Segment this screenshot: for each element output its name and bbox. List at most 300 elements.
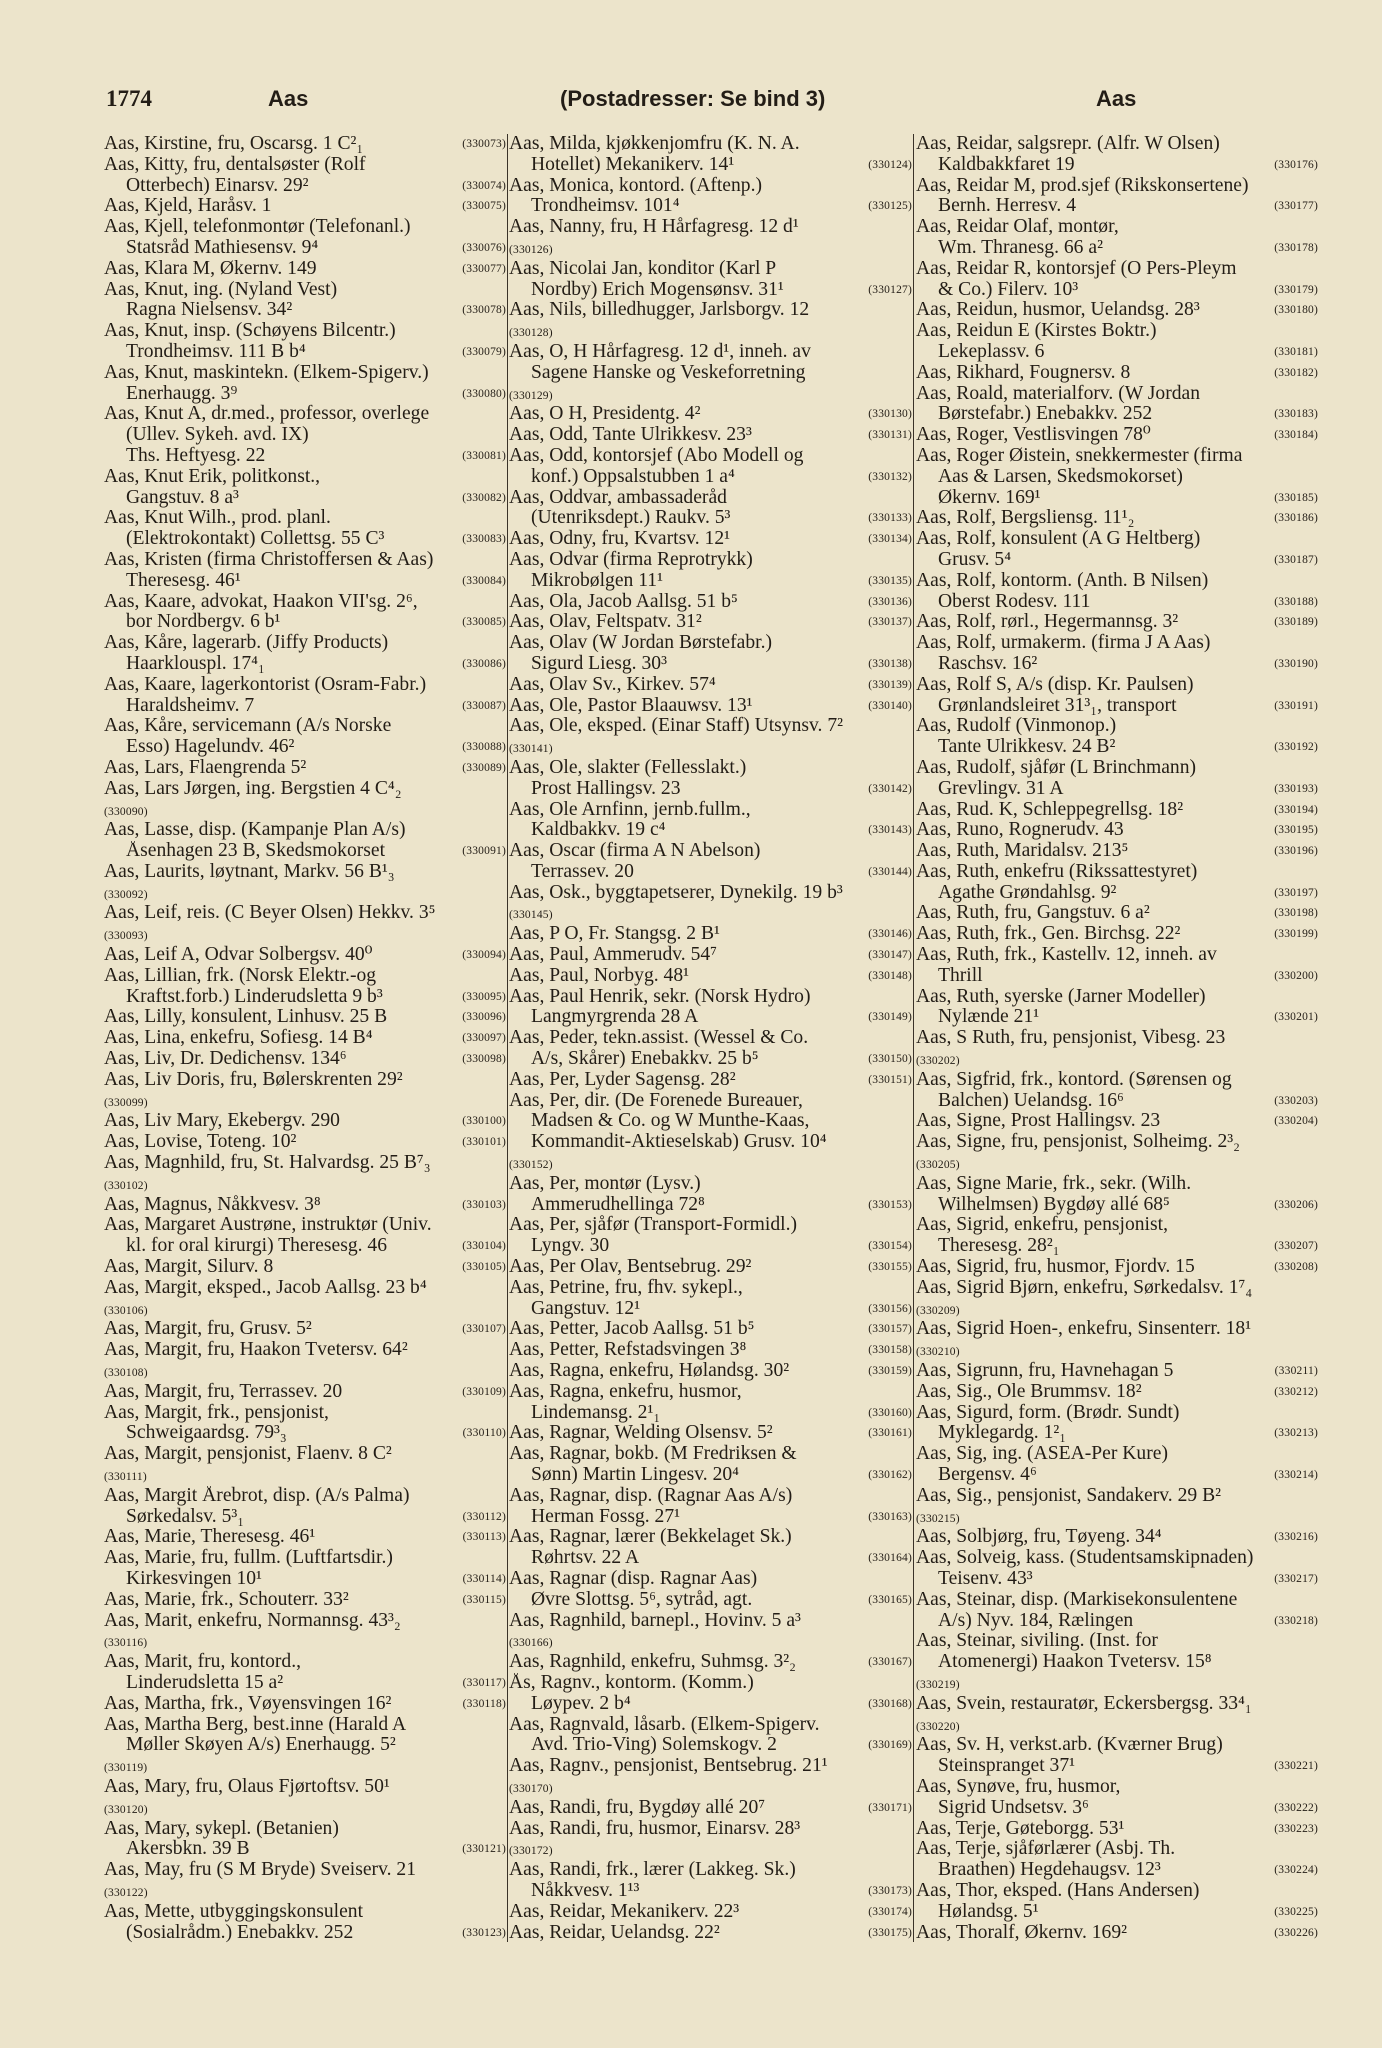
- entry-text: Aas, Ola, Jacob Aallsg. 51 b⁵: [509, 591, 738, 612]
- entry-line: [916, 1423, 1318, 1444]
- phone-number: (330108): [104, 1367, 148, 1380]
- entry-line: Aas, Sig., pensjonist, Sandakerv. 29 B²: [916, 1485, 1222, 1506]
- entry-line: Aas, Rolf, konsulent (A G Heltberg): [916, 529, 1201, 550]
- entry-line: Aas, Ruth, syerske (Jarner Modeller): [916, 986, 1206, 1007]
- entry-line: Aas, Petrine, fru, fhv. sykepl.,: [509, 1277, 743, 1298]
- entry-text: Aas, Marie, Theresesg. 46¹: [104, 1527, 316, 1548]
- phone-number: (330090): [104, 805, 148, 818]
- entry-line: [104, 924, 506, 945]
- directory-entry: [509, 446, 912, 488]
- phone-number: (330184): [1274, 429, 1318, 442]
- phone-number: (330086): [462, 657, 506, 670]
- entry-text: Avd. Trio-Ving) Solemskogv. 2: [531, 1735, 777, 1756]
- entry-line: Kommandit-Aktieselskab) Grusv. 10⁴: [531, 1132, 827, 1153]
- phone-number: (330192): [1274, 741, 1318, 754]
- entry-line: [509, 675, 912, 696]
- directory-entry: [916, 1361, 1318, 1382]
- entry-line: [509, 1423, 912, 1444]
- entry-text: Aas, Roger, Vestlisvingen 78⁰: [916, 425, 1151, 446]
- entry-line: Aas, S Ruth, fru, pensjonist, Vibesg. 23: [916, 1028, 1226, 1049]
- entry-line: [509, 196, 912, 217]
- entry-line: Aas, Per, dir. (De Forenede Bureauer,: [509, 1090, 803, 1111]
- directory-entry: [104, 592, 506, 634]
- phone-number: (330186): [1274, 512, 1318, 525]
- column-3: [916, 134, 1318, 1943]
- directory-entry: [104, 966, 506, 1008]
- entry-line: Aas, Martha Berg, best.inne (Harald A: [104, 1714, 407, 1735]
- entry-line: Aas, Mary, fru, Olaus Fjørtoftsv. 50¹: [104, 1776, 390, 1797]
- phone-number: (330109): [462, 1385, 506, 1398]
- phone-number: (330145): [509, 909, 553, 922]
- phone-number: (330139): [868, 678, 912, 691]
- entry-line: Aas, Lillian, frk. (Norsk Elektr.-og: [104, 965, 377, 986]
- entry-line: Aas, Milda, kjøkkenjomfru (K. N. A.: [509, 134, 800, 154]
- entry-line: [104, 1631, 506, 1652]
- directory-entry: [104, 1590, 506, 1611]
- entry-text: A/s) Nyv. 184, Rælingen: [938, 1610, 1134, 1631]
- entry-text: Åsenhagen 23 B, Skedsmokorset: [126, 841, 386, 862]
- directory-entry: [104, 779, 506, 821]
- phone-number: (330171): [868, 1801, 912, 1814]
- entry-line: [509, 1735, 912, 1756]
- phone-number: (330166): [509, 1637, 553, 1650]
- directory-entry: [104, 903, 506, 945]
- phone-number: (330118): [462, 1697, 506, 1710]
- phone-number: (330137): [868, 616, 912, 629]
- entry-line: Aas, Steinar, siviling. (Inst. for: [916, 1631, 1158, 1652]
- phone-number: (330208): [1274, 1261, 1318, 1274]
- directory-entry: [509, 1361, 912, 1382]
- directory-entry: [916, 758, 1318, 800]
- entry-text: Raschsv. 16²: [938, 653, 1038, 674]
- entry-text: Aas, Rikhard, Fougnersv. 8: [916, 362, 1131, 383]
- entry-line: Aas, Margit, pensjonist, Flaenv. 8 C²: [104, 1444, 392, 1465]
- entry-text: Aas, Randi, fru, Bygdøy allé 20⁷: [509, 1797, 766, 1818]
- directory-entry: [104, 363, 506, 405]
- entry-line: [509, 467, 912, 488]
- phone-number: (330187): [1274, 553, 1318, 566]
- directory-entry: [916, 1278, 1318, 1320]
- directory-entry: [509, 924, 912, 945]
- entry-text: Aas, Sig., Ole Brummsv. 18²: [916, 1381, 1142, 1402]
- entry-line: [916, 737, 1318, 758]
- entry-text: Aas, Magnus, Nåkkvesv. 3⁸: [104, 1194, 321, 1215]
- entry-line: [104, 342, 506, 363]
- entry-text: Schweigaardsg. 79³₃: [126, 1423, 287, 1444]
- entry-line: Aas, Knut A, dr.med., professor, overlege: [104, 404, 430, 425]
- directory-entry: [104, 1028, 506, 1049]
- phone-number: (330177): [1274, 200, 1318, 213]
- entry-line: [509, 1070, 912, 1091]
- entry-line: Aas, Reidun E (Kirstes Boktr.): [916, 321, 1157, 342]
- directory-entry: [104, 1278, 506, 1320]
- directory-entry: [509, 259, 912, 301]
- phone-number: (330088): [462, 741, 506, 754]
- entry-line: [916, 425, 1318, 446]
- entry-line: [916, 903, 1318, 924]
- directory-entry: [509, 488, 912, 530]
- entry-line: [104, 1527, 506, 1548]
- entry-line: [104, 800, 506, 821]
- directory-entry: [104, 280, 506, 322]
- directory-entry: [916, 633, 1318, 675]
- directory-entry: [916, 1881, 1318, 1923]
- directory-entry: [104, 1111, 506, 1132]
- entry-line: [509, 1195, 912, 1216]
- entry-line: Sagene Hanske og Veskeforretning: [531, 362, 806, 383]
- entry-line: [916, 1465, 1318, 1486]
- phone-number: (330100): [462, 1115, 506, 1128]
- entry-text: Grusv. 5⁴: [938, 549, 1012, 570]
- entry-line: Aas, Steinar, disp. (Markisekonsulentene: [916, 1589, 1238, 1610]
- entry-line: [509, 696, 912, 717]
- entry-line: [916, 1153, 1318, 1174]
- phone-number: (330082): [462, 491, 506, 504]
- phone-number: (330156): [868, 1302, 912, 1315]
- phone-number: (330124): [868, 158, 912, 171]
- phone-number: (330113): [462, 1531, 506, 1544]
- directory-entry: [104, 1070, 506, 1112]
- entry-line: [104, 1465, 506, 1486]
- entry-line: [916, 779, 1318, 800]
- entry-line: [916, 1798, 1318, 1819]
- entry-line: Aas, Synøve, fru, husmor,: [916, 1776, 1121, 1797]
- entry-line: Aas, May, fru (S M Bryde) Sveiserv. 21: [104, 1860, 416, 1881]
- phone-number: (330217): [1274, 1572, 1318, 1585]
- entry-line: Aas, Thor, eksped. (Hans Andersen): [916, 1880, 1200, 1901]
- directory-entry: [916, 862, 1318, 904]
- entry-line: Aas, Rolf, urmakerm. (firma J A Aas): [916, 633, 1211, 654]
- entry-text: Theresesg. 28²₁: [938, 1236, 1060, 1257]
- entry-line: Aas, Signe, fru, pensjonist, Solheimg. 2³₂: [916, 1132, 1241, 1153]
- directory-entry: [509, 1860, 912, 1902]
- directory-entry: [104, 1403, 506, 1445]
- directory-entry: [916, 1694, 1318, 1736]
- directory-entry: [916, 363, 1318, 384]
- entry-line: [916, 1715, 1318, 1736]
- phone-number: (330147): [868, 949, 912, 962]
- entry-line: Aas, Marie, fru, fullm. (Luftfartsdir.): [104, 1548, 393, 1569]
- entry-text: Løypev. 2 b⁴: [531, 1693, 631, 1714]
- phone-number: (330081): [462, 449, 506, 462]
- phone-number: (330225): [1274, 1905, 1318, 1918]
- phone-number: (330104): [462, 1240, 506, 1253]
- entry-line: Aas, Ragnv., pensjonist, Bentsebrug. 21¹: [509, 1756, 828, 1777]
- directory-entry: [104, 155, 506, 197]
- entry-text: Aas, Petter, Refstadsvingen 3⁸: [509, 1340, 747, 1361]
- entry-text: Aas, P O, Fr. Stangsg. 2 B¹: [509, 924, 720, 945]
- entry-line: Aas, Kaare, lagerkontorist (Osram-Fabr.): [104, 674, 427, 695]
- entry-line: Aas, Sigrid Hoen-, enkefru, Sinsenterr. 18¹: [916, 1319, 1252, 1340]
- directory-entry: [509, 1652, 912, 1673]
- entry-line: [509, 1007, 912, 1028]
- phone-number: (330117): [462, 1676, 506, 1689]
- directory-entry: [916, 1319, 1318, 1361]
- entry-line: [104, 300, 506, 321]
- entry-line: [104, 987, 506, 1008]
- entry-line: [916, 1382, 1318, 1403]
- directory-entry: [916, 1028, 1318, 1070]
- phone-number: (330163): [868, 1510, 912, 1523]
- phone-number: (330157): [868, 1323, 912, 1336]
- phone-number: (330183): [1274, 408, 1318, 421]
- entry-text: Terrassev. 20: [531, 861, 634, 882]
- entry-text: Nordby) Erich Mogensønsv. 31¹: [531, 279, 784, 300]
- directory-entry: [509, 1070, 912, 1091]
- entry-line: [509, 1257, 912, 1278]
- entry-text: Aas, Per, Lyder Sagensg. 28²: [509, 1069, 736, 1090]
- directory-entry: [916, 1132, 1318, 1174]
- directory-entry: [104, 550, 506, 592]
- entry-line: [104, 1091, 506, 1112]
- entry-line: [509, 529, 912, 550]
- entry-text: Sønn) Martin Lingesv. 20⁴: [531, 1465, 740, 1485]
- directory-entry: [916, 1070, 1318, 1112]
- entry-line: [916, 363, 1318, 384]
- entry-line: Aas, Kristen (firma Christoffersen & Aas): [104, 549, 434, 570]
- directory-entry: [916, 571, 1318, 613]
- phone-number: (330211): [1274, 1365, 1318, 1378]
- entry-text: Aas, Solbjørg, fru, Tøyeng. 34⁴: [916, 1527, 1162, 1548]
- entry-line: Aas, Knut Wilh., prod. planl.: [104, 508, 331, 529]
- phone-number: (330122): [104, 1886, 148, 1899]
- entry-line: Aas, Kjell, telefonmontør (Telefonanl.): [104, 217, 411, 238]
- phone-number: (330193): [1274, 782, 1318, 795]
- directory-entry: [509, 217, 912, 259]
- entry-text: Sørkedalsv. 5³₁: [126, 1506, 245, 1527]
- running-head-left: Aas: [268, 86, 309, 111]
- entry-line: Aas, Reidar M, prod.sjef (Rikskonsertene): [916, 175, 1249, 196]
- entry-line: [104, 1257, 506, 1278]
- entry-line: [916, 1361, 1318, 1382]
- entry-line: [104, 1756, 506, 1777]
- phone-number: (330112): [462, 1510, 506, 1523]
- phone-number: (330140): [868, 699, 912, 712]
- entry-line: [509, 862, 912, 883]
- phone-number: (330134): [868, 533, 912, 546]
- entry-line: [509, 1652, 912, 1673]
- phone-number: (330114): [462, 1572, 506, 1585]
- entry-line: Aas, Ragnhild, barnepl., Hovinv. 5 a³: [509, 1610, 801, 1631]
- entry-line: [104, 1798, 506, 1819]
- entry-line: [916, 592, 1318, 613]
- phone-number: (330148): [868, 969, 912, 982]
- directory-entry: [509, 800, 912, 842]
- entry-line: Aas, Nils, billedhugger, Jarlsborgv. 12: [509, 300, 810, 321]
- phone-number: (330164): [868, 1552, 912, 1565]
- phone-number: (330195): [1274, 824, 1318, 837]
- entry-line: [509, 1299, 912, 1320]
- phone-number: (330190): [1274, 657, 1318, 670]
- phone-number: (330202): [916, 1055, 960, 1068]
- entry-text: Kaldbakkv. 19 c⁴: [531, 820, 666, 841]
- entry-line: [104, 1236, 506, 1257]
- phone-number: (330181): [1274, 345, 1318, 358]
- phone-number: (330080): [462, 387, 506, 400]
- phone-number: (330092): [104, 888, 148, 901]
- phone-number: (330188): [1274, 595, 1318, 608]
- entry-line: [104, 1569, 506, 1590]
- entry-line: [916, 155, 1318, 176]
- directory-entry: [916, 1486, 1318, 1528]
- column-2: [509, 134, 912, 1943]
- phone-number: (330150): [868, 1053, 912, 1066]
- entry-line: [104, 134, 506, 155]
- directory-entry: [104, 1694, 506, 1715]
- phone-number: (330218): [1274, 1614, 1318, 1627]
- entry-line: [509, 903, 912, 924]
- entry-text: Aas, Sigrid, fru, husmor, Fjordv. 15: [916, 1257, 1195, 1278]
- directory-entry: [509, 758, 912, 800]
- directory-entry: [104, 675, 506, 717]
- entry-line: Aas, Lasse, disp. (Kampanje Plan A/s): [104, 820, 406, 841]
- directory-entry: [509, 841, 912, 883]
- phone-number: (330129): [509, 389, 553, 402]
- entry-line: Aas, Knut Erik, politkonst.,: [104, 466, 321, 487]
- entry-text: Braathen) Hegdehaugsv. 12³: [938, 1860, 1161, 1881]
- entry-text: Tante Ulrikkesv. 24 B²: [938, 737, 1116, 758]
- entry-line: [104, 1839, 506, 1860]
- entry-line: Aas, Randi, frk., lærer (Lakkeg. Sk.): [509, 1860, 796, 1881]
- entry-line: [916, 1527, 1318, 1548]
- entry-text: Lindemansg. 2¹₁: [531, 1402, 661, 1423]
- directory-entry: [104, 467, 506, 509]
- entry-line: [104, 696, 506, 717]
- entry-line: [916, 1507, 1318, 1528]
- entry-line: Aas, Reidar, salgsrepr. (Alfr. W Olsen): [916, 134, 1220, 154]
- directory-entry: [916, 134, 1318, 176]
- entry-line: [509, 1694, 912, 1715]
- entry-line: [509, 1236, 912, 1257]
- phone-number: (330152): [509, 1159, 553, 1172]
- entry-text: Aas, Per Olav, Bentsebrug. 29²: [509, 1257, 752, 1278]
- directory-entry: [916, 384, 1318, 426]
- entry-line: [916, 196, 1318, 217]
- directory-entry: [916, 1444, 1318, 1486]
- entry-text: Aas, Kirstine, fru, Oscarsg. 1 C²₁: [104, 134, 364, 154]
- entry-line: Aas, O, H Hårfagresg. 12 d¹, inneh. av: [509, 341, 811, 362]
- directory-entry: [104, 1257, 506, 1278]
- entry-line: Aas, Paul Henrik, sekr. (Norsk Hydro): [509, 986, 811, 1007]
- entry-line: [104, 1423, 506, 1444]
- directory-entry: [509, 675, 912, 696]
- phone-number: (330098): [462, 1053, 506, 1066]
- entry-line: Aas, Mary, sykepl. (Betanien): [104, 1818, 339, 1839]
- directory-entry: [104, 1049, 506, 1070]
- entry-line: [509, 1631, 912, 1652]
- entry-line: Aas, Rolf S, A/s (disp. Kr. Paulsen): [916, 674, 1194, 695]
- entry-line: Aas, Ragnar, disp. (Ragnar Aas A/s): [509, 1485, 793, 1506]
- entry-line: [509, 1881, 912, 1902]
- directory-entry: [104, 1444, 506, 1486]
- entry-text: Lekeplassv. 6: [938, 341, 1045, 362]
- phone-number: (330220): [916, 1720, 960, 1733]
- phone-number: (330165): [868, 1593, 912, 1606]
- entry-text: Hotellet) Mekanikerv. 14¹: [531, 154, 735, 175]
- entry-line: [104, 1361, 506, 1382]
- entry-line: Madsen & Co. og W Munthe-Kaas,: [531, 1111, 810, 1132]
- directory-entry: [916, 1839, 1318, 1881]
- entry-line: [509, 1153, 912, 1174]
- entry-line: [916, 1569, 1318, 1590]
- phone-number: (330204): [1274, 1115, 1318, 1128]
- phone-number: (330130): [868, 408, 912, 421]
- directory-entry: [509, 966, 912, 987]
- phone-number: (330131): [868, 429, 912, 442]
- entry-line: Aas, Marit, fru, kontord.,: [104, 1652, 301, 1673]
- entry-line: Aas, Per, montør (Lysv.): [509, 1173, 701, 1194]
- phone-number: (330073): [462, 138, 506, 150]
- phone-number: (330126): [509, 243, 553, 256]
- entry-line: [509, 1340, 912, 1361]
- entry-line: [104, 259, 506, 280]
- entry-text: Aas, Reidun, husmor, Uelandsg. 28³: [916, 300, 1200, 321]
- phone-number: (330105): [462, 1261, 506, 1274]
- phone-number: (330199): [1274, 928, 1318, 941]
- entry-text: Bernh. Herresv. 4: [938, 196, 1077, 217]
- entry-text: Aas, Sigrunn, fru, Havnehagan 5: [916, 1361, 1174, 1382]
- phone-number: (330196): [1274, 845, 1318, 858]
- directory-entry: [104, 758, 506, 779]
- directory-entry: [509, 945, 912, 966]
- entry-line: Aas, Nanny, fru, H Hårfagresg. 12 d¹: [509, 217, 799, 238]
- entry-text: (Sosialrådm.) Enebakkv. 252: [126, 1922, 354, 1943]
- entry-line: [916, 1923, 1318, 1944]
- directory-entry: [509, 1486, 912, 1528]
- entry-line: [509, 612, 912, 633]
- directory-entry: [916, 176, 1318, 218]
- phone-number: (330197): [1274, 886, 1318, 899]
- phone-number: (330132): [868, 470, 912, 483]
- phone-number: (330154): [868, 1240, 912, 1253]
- entry-text: Haarklouspl. 17⁴₁: [126, 653, 265, 674]
- entry-line: Aas, Ole, slakter (Fellesslakt.): [509, 757, 747, 778]
- entry-line: Aas, Osk., byggtapetserer, Dynekilg. 19 b³: [509, 882, 843, 903]
- directory-entry: [104, 1132, 506, 1153]
- entry-text: Agathe Grøndahlsg. 9²: [938, 882, 1117, 903]
- entry-line: [509, 1902, 912, 1923]
- entry-text: Haraldsheimv. 7: [126, 695, 255, 716]
- entry-line: [104, 1132, 506, 1153]
- entry-text: Røhrtsv. 22 A: [531, 1548, 640, 1569]
- entry-line: Aas, Oddvar, ambassaderåd: [509, 487, 727, 508]
- entry-line: [916, 654, 1318, 675]
- entry-line: Aas, Reidar R, kontorsjef (O Pers-Pleym: [916, 258, 1237, 279]
- entry-line: [916, 1340, 1318, 1361]
- directory-entry: [509, 1444, 912, 1486]
- phone-number: (330106): [104, 1304, 148, 1317]
- entry-line: [104, 1049, 506, 1070]
- entry-line: Aas, Svein, restauratør, Eckersbergsg. 33⁴₁: [916, 1693, 1252, 1714]
- directory-entry: [916, 1590, 1318, 1632]
- entry-line: Aas, Odvar (firma Reprotrykk): [509, 549, 753, 570]
- entry-line: [509, 280, 912, 301]
- phone-number: (330096): [462, 1011, 506, 1024]
- entry-line: [104, 238, 506, 259]
- directory-entry: [104, 217, 506, 259]
- directory-entry: [104, 1652, 506, 1694]
- phone-number: (330215): [916, 1512, 960, 1525]
- entry-line: [104, 1507, 506, 1528]
- phone-number: (330222): [1274, 1801, 1318, 1814]
- directory-entry: [509, 1215, 912, 1257]
- entry-text: Lyngv. 30: [531, 1236, 610, 1257]
- directory-entry: [104, 134, 506, 155]
- entry-line: [916, 841, 1318, 862]
- running-head-center: (Postadresser: Se bind 3): [560, 86, 826, 111]
- entry-text: Aas, Terje, Gøteborgg. 53¹: [916, 1818, 1125, 1839]
- directory-entry: [509, 716, 912, 758]
